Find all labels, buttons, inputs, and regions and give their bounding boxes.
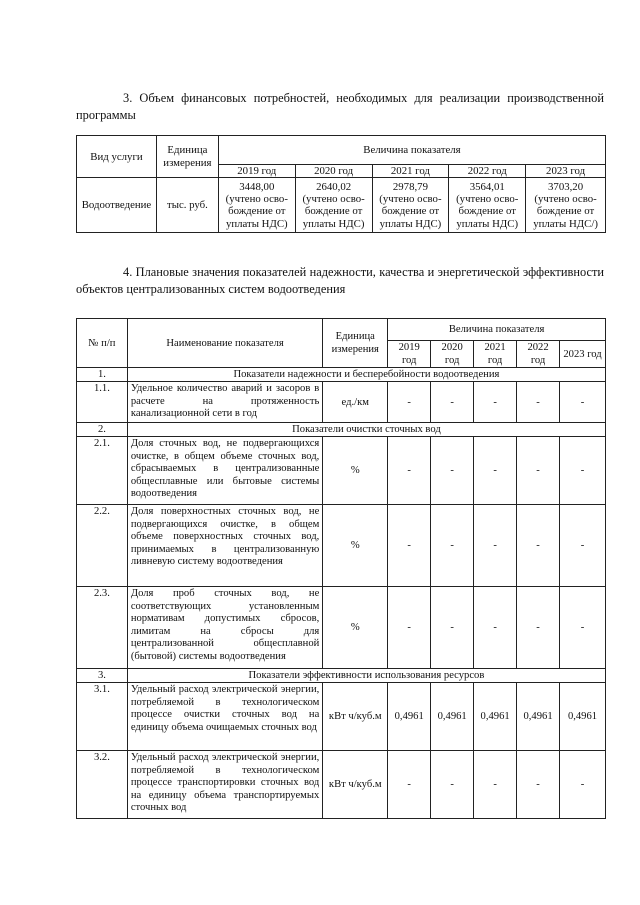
indicator-unit: % — [323, 437, 388, 505]
year-header: 2021 год — [372, 165, 449, 178]
value-cell: - — [517, 382, 560, 423]
indicator-unit: ед./км — [323, 382, 388, 423]
row-num: 3.1. — [77, 683, 128, 751]
value-cell: - — [474, 505, 517, 587]
section-title: Показатели надежности и бесперебойности водоотведения — [127, 368, 605, 382]
value-cell — [295, 178, 372, 233]
amount: 3448,00 — [239, 180, 275, 193]
indicator-unit: кВт ч/куб.м — [323, 683, 388, 751]
section-row — [77, 669, 606, 683]
value-cell: 0,4961 — [431, 683, 474, 751]
value-cell: - — [431, 437, 474, 505]
value-cell: - — [517, 437, 560, 505]
amount: 3703,20 — [548, 180, 584, 193]
section3-heading: 3. Объем финансовых потребностей, необходимых для реализации производственной программы — [76, 91, 604, 122]
row-num: 1.1. — [77, 382, 128, 423]
indicator-name: Доля проб сточных вод, не соответствующих установленным нормативам допустимых сбросов, лимитам на сбросы для централизованной общесплавной (бытовой) системы водоотведения — [127, 587, 322, 669]
table-row — [77, 587, 606, 669]
row-num: 2.1. — [77, 437, 128, 505]
value-cell: 0,4961 — [474, 683, 517, 751]
value-cell — [218, 178, 295, 233]
indicator-name: Доля поверхностных сточных вод, не подвергающихся очистке, в общем объеме поверхностных сточных вод, принимаемых в централизованную ливневую систему водоотведения — [127, 505, 322, 587]
value-cell: - — [517, 505, 560, 587]
amount: 3564,01 — [469, 180, 505, 193]
table-row — [77, 505, 606, 587]
amount: 2978,79 — [392, 180, 428, 193]
table-row — [77, 437, 606, 505]
value-cell: - — [431, 587, 474, 669]
year-header: 2019 год — [218, 165, 295, 178]
table-row — [77, 178, 606, 233]
value-cell: - — [517, 751, 560, 819]
indicator-name: Доля сточных вод, не подвергающихся очистке, в общем объеме сточных вод, сбрасываемых в централизованные общесплавные или бытовые системы водоотведения — [127, 437, 322, 505]
note: (учтено осво-бождение от уплаты НДС) — [302, 193, 365, 230]
value-cell: - — [388, 382, 431, 423]
row-num: 2.3. — [77, 587, 128, 669]
value-cell: - — [560, 751, 606, 819]
section-title: Показатели эффективности использования ресурсов — [127, 669, 605, 683]
note: (учтено осво-бождение от уплаты НДС) — [225, 193, 288, 230]
col-num-header: № п/п — [77, 319, 128, 368]
indicator-unit: % — [323, 505, 388, 587]
year-header: 2020 год — [295, 165, 372, 178]
note: (учтено осво-бождение от уплаты НДС) — [379, 193, 442, 230]
table-row — [77, 382, 606, 423]
table-row — [77, 751, 606, 819]
value-cell: 0,4961 — [560, 683, 606, 751]
col-unit-header: Единица измерения — [156, 136, 218, 178]
row-num: 2.2. — [77, 505, 128, 587]
indicator-unit: кВт ч/куб.м — [323, 751, 388, 819]
value-cell: - — [474, 437, 517, 505]
value-cell — [526, 178, 606, 233]
indicator-unit: % — [323, 587, 388, 669]
value-cell: - — [431, 505, 474, 587]
value-cell — [372, 178, 449, 233]
col-service-header: Вид услуги — [77, 136, 157, 178]
section-title: Показатели очистки сточных вод — [127, 423, 605, 437]
year-header: 2022 год — [517, 341, 560, 368]
section-row — [77, 368, 606, 382]
section-num: 3. — [77, 669, 128, 683]
value-cell: - — [431, 382, 474, 423]
value-cell: - — [431, 751, 474, 819]
col-unit-header: Единица измерения — [323, 319, 388, 368]
value-cell: - — [560, 437, 606, 505]
value-cell: - — [517, 587, 560, 669]
col-value-header: Величина показателя — [218, 136, 605, 165]
value-cell: - — [474, 751, 517, 819]
col-value-header: Величина показателя — [388, 319, 606, 341]
value-cell: - — [474, 382, 517, 423]
value-cell: - — [388, 437, 431, 505]
section-row — [77, 423, 606, 437]
value-cell: - — [388, 505, 431, 587]
indicators-table — [76, 318, 606, 819]
value-cell: 0,4961 — [388, 683, 431, 751]
service-unit: тыс. руб. — [156, 178, 218, 233]
value-cell: - — [388, 751, 431, 819]
year-header: 2019 год — [388, 341, 431, 368]
value-cell: - — [560, 382, 606, 423]
indicator-name: Удельный расход электрической энергии, потребляемой в технологическом процессе транспортировки сточных вод на единицу объема транспортируемых сточных вод — [127, 751, 322, 819]
year-header: 2022 год — [449, 165, 526, 178]
value-cell — [449, 178, 526, 233]
financial-needs-table — [76, 135, 606, 233]
section4-heading: 4. Плановые значения показателей надежности, качества и энергетической эффективности объектов централизованных систем водоотведения — [76, 265, 604, 296]
note: (учтено осво-бождение от уплаты НДС) — [456, 193, 519, 230]
row-num: 3.2. — [77, 751, 128, 819]
note: (учтено осво-бождение от уплаты НДС/) — [533, 193, 598, 230]
value-cell: 0,4961 — [517, 683, 560, 751]
year-header: 2023 год — [560, 341, 606, 368]
value-cell: - — [560, 587, 606, 669]
indicator-name: Удельное количество аварий и засоров в расчете на протяженность канализационной сети в год — [127, 382, 322, 423]
col-name-header: Наименование показателя — [127, 319, 322, 368]
year-header: 2023 год — [526, 165, 606, 178]
section-num: 2. — [77, 423, 128, 437]
indicator-name: Удельный расход электрической энергии, потребляемой в технологическом процессе очистки сточных вод на единицу объема очищаемых сточных вод — [127, 683, 322, 751]
value-cell: - — [474, 587, 517, 669]
amount: 2640,02 — [316, 180, 352, 193]
value-cell: - — [388, 587, 431, 669]
service-name: Водоотведение — [77, 178, 157, 233]
year-header: 2021 год — [474, 341, 517, 368]
table-row — [77, 683, 606, 751]
value-cell: - — [560, 505, 606, 587]
section-num: 1. — [77, 368, 128, 382]
year-header: 2020 год — [431, 341, 474, 368]
